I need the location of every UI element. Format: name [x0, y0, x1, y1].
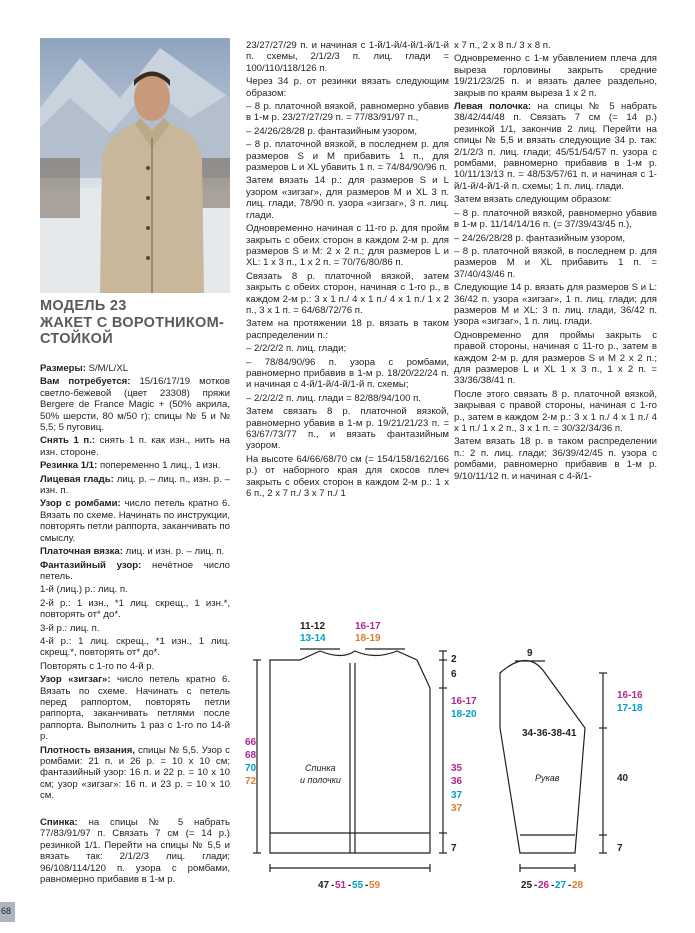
col2-paragraph: На высоте 64/66/68/70 см (= 154/158/162/166 р.) от наборного края для скосов плеч закрыть с обеих сторон в каждом 2-м р.: 1 х 6 п., 2 х 7 п./ 3 х 7 п./ 1 [246, 453, 449, 500]
cuff-d: 28 [572, 880, 584, 891]
dim-side-37: 37 [451, 790, 463, 801]
col2-paragraph: – 8 р. платочной вязкой, равномерно убавив в 1-м р. 23/27/27/29 п. = 77/83/91/97 п., [246, 101, 449, 124]
col3-paragraph: Одновременно для проймы закрыть с правой стороны, начиная с 11-го р., затем в каждом 2-м р. для размеров S и M 2 х 2 п.; для размеров L и XL 1 х 3 п., 1 х 2 п. = 33/36/38/41 п. [454, 329, 657, 387]
dim-left-70: 70 [245, 763, 257, 774]
col2-paragraph: Связать 8 р. платочной вязкой, затем закрыть с обеих сторон, начиная с 1-го р., в каждом 2-м р.: 3 х 1 п./ 4 х 1 п./ 4 х 1 п./ 1 х 2 п., 3 х 1 п. = 64/68/72/76 п. [246, 270, 449, 316]
col3-paragraph: Затем вязать 18 р. в таком распределении п.: 2 п. лиц. глади; 36/39/42/45 п. узора с ромбами, равномерно прибавив в 1-м р. 9/10/11/12 п. и начиная с 4-й/1- [454, 436, 657, 482]
dim-left-68: 68 [245, 750, 257, 761]
col1-paragraph: 1-й (лиц.) р.: лиц. п. [40, 584, 128, 596]
col1-paragraph: Узор с ромбами: число петель кратно 6. Вязать по схеме. Начинать по инструкции, повторять петли раппорта, заканчивать по смыслу. [40, 498, 231, 544]
col1-heading: Резинка 1/1: [40, 460, 98, 472]
cuff-b: 26 [538, 880, 550, 891]
col1-heading: Узор «зигзаг»: [40, 674, 111, 686]
col2-paragraph: Затем связать 8 р. платочной вязкой, равномерно убавив в 1-м р. 19/21/21/23 п. = 63/67/73/77 п., и вязать фантазийным узором. [246, 406, 449, 452]
col1-paragraph: Размеры: S/M/L/XL [40, 363, 129, 374]
dim-left-66: 66 [245, 737, 257, 748]
sleeve-r2: 17-18 [617, 703, 643, 714]
width-sep-3: - [365, 880, 369, 891]
dim-top-left-2: 13-14 [300, 633, 326, 644]
col1-paragraph: 4-й р.: 1 лиц. скрещ., *1 изн., 1 лиц. скрещ.*, повторять от* до*. [40, 635, 230, 659]
text-column-1 [40, 363, 230, 887]
sleeve-height: 40 [617, 773, 629, 784]
body-label-2: и полочки [300, 775, 341, 785]
model-number: МОДЕЛЬ 23 [40, 298, 127, 314]
col1-heading: Фантазийный узор: [40, 559, 142, 571]
sleeve-top: 9 [527, 648, 533, 659]
col1-heading: Лицевая гладь: [40, 473, 114, 485]
dim-left-72: 72 [245, 776, 257, 787]
col3-paragraph: – 8 р. платочной вязкой, равномерно убавив в 1-м р. 11/14/14/16 п. (= 37/39/43/45 п.), [454, 207, 657, 231]
pattern-diagram [245, 613, 690, 898]
col1-paragraph: Лицевая гладь: лиц. р. – лиц. п., изн. р. – изн. п. [40, 473, 231, 497]
col3-paragraph: х 7 п., 2 х 8 п./ 3 х 8 п. [454, 40, 551, 51]
col1-heading: Снять 1 п.: [40, 435, 96, 447]
dim-right-6: 6 [451, 669, 457, 680]
text-column-3 [454, 40, 657, 484]
cuff-sep-1: - [534, 880, 538, 891]
sleeve-outline [500, 661, 585, 854]
col3-paragraph: – 8 р. платочной вязкой, в последнем р. для размеров M и XL прибавить 1 п. = 37/40/43/46 п. [454, 245, 657, 280]
col2-paragraph: – 78/84/90/96 п. узора с ромбами, равномерно прибавив в 1-м р. 18/20/22/24 п. и начиная с 4-й/1-й/4-й/1-й п. схемы; [246, 356, 449, 391]
col1-heading: Плотность вязания, [40, 744, 135, 756]
sleeve-r1: 16-16 [617, 690, 643, 701]
col3-paragraph: Одновременно с 1-м убавлением плеча для выреза горловины закрыть средние 19/21/23/25 п. и вязать далее раздельно, закрыв по краям выреза 1 х 2 п. [454, 53, 657, 99]
page-number: 68 [1, 906, 12, 916]
col1-paragraph: Фантазийный узор: нечётное число петель. [40, 559, 230, 582]
sleeve-label: Рукав [535, 773, 560, 783]
cuff-c: 27 [555, 880, 567, 891]
col1-paragraph: Вам потребуется: 15/16/17/19 мотков светло-бежевой (цвет 23308) пряжи Bergere de France Magic + (50% акрила, 50% шерсти, 80 м/50 г); спицы № 5 и № 5,5; 5 пуговиц. [40, 376, 230, 434]
col1-paragraph: 2-й р.: 1 изн., *1 лиц. скрещ., 1 изн.*, повторять от* до*. [40, 597, 230, 621]
col2-paragraph: Одновременно начиная с 11-го р. для пройм закрыть с обеих сторон в каждом 2-м р. для размеров S и M: 2 х 2 п.; для размеров L и XL: 1 х 3 п., 1 х 2 п. = 70/76/80/86 п. [246, 223, 449, 269]
body-label-1: Спинка [305, 763, 336, 773]
col3-heading: Левая полочка: [454, 101, 532, 113]
dim-top-right-2: 18-19 [355, 633, 381, 644]
width-c: 55 [352, 880, 364, 891]
col3-paragraph: После этого связать 8 р. платочной вязкой, закрывая с правой стороны, начиная с 1-го р., затем в каждом 2-м р.: 3 х 1 п./ 4 х 1 п./ 4 х 1 п./ 1 х 2 п., 3 х 1 п. = 30/32/34/36 п. [454, 388, 657, 434]
col1-paragraph: Платочная вязка: лиц. и изн. р. – лиц. п. [40, 546, 225, 558]
dim-side-37b: 37 [451, 803, 463, 814]
col1-paragraph: Снять 1 п.: снять 1 п. как изн., нить на изн. стороне. [40, 435, 230, 458]
col2-paragraph: – 2/2/2/2 п. лиц. глади = 82/88/94/100 п. [246, 392, 421, 404]
col1-paragraph: 3-й р.: лиц. п. [40, 622, 100, 634]
dim-bottom-7: 7 [451, 843, 457, 854]
col2-paragraph: Через 34 р. от резинки вязать следующим образом: [246, 76, 449, 99]
dim-top-left-1: 11-12 [300, 621, 326, 632]
cuff-sep-2: - [551, 880, 555, 891]
col2-paragraph: Затем на протяжении 18 р. вязать в таком распределении п.: [246, 318, 449, 341]
model-subtitle-2: СТОЙКОЙ [40, 331, 113, 347]
dim-top-right-1: 16-17 [355, 621, 381, 632]
col1-heading: Спинка: [40, 817, 78, 829]
col2-paragraph: – 2/2/2/2 п. лиц. глади; [246, 343, 347, 355]
model-photo [40, 38, 230, 293]
col3-paragraph: Затем вязать следующим образом: [454, 194, 612, 206]
col1-paragraph: Повторять с 1-го по 4-й р. [40, 660, 155, 672]
col2-paragraph: – 24/26/28/28 р. фантазийным узором, [246, 125, 417, 137]
col2-paragraph: 23/27/27/29 п. и начиная с 1-й/1-й/4-й/1-й/1-й п. схемы, 2/1/2/3 п. лиц. глади = 100/110/118/126 п. [246, 40, 449, 74]
dim-side-36: 36 [451, 776, 463, 787]
cuff-sep-3: - [568, 880, 572, 891]
col1-heading: Узор с ромбами: [40, 498, 121, 510]
sleeve-bottom-7: 7 [617, 843, 623, 854]
col2-paragraph: – 8 р. платочной вязкой, в последнем р. для размеров S и M прибавить 1 п., для размеров L и XL убавить 1 п. = 74/84/90/96 п. [246, 139, 449, 174]
cuff-a: 25 [521, 880, 533, 891]
col1-heading: Вам потребуется: [40, 376, 131, 388]
sleeve-width: 34-36-38-41 [522, 728, 577, 739]
col1-heading: Платочная вязка: [40, 546, 123, 558]
model-title [40, 298, 240, 348]
col3-paragraph: – 24/26/28/28 р. фантазийным узором, [454, 232, 625, 244]
width-sep-1: - [331, 880, 335, 891]
width-b: 51 [335, 880, 347, 891]
col1-paragraph: Узор «зигзаг»: число петель кратно 6. Вязать по схеме. Начинать с петель перед раппортом, повторять петли раппорта, заканчивать петлями после раппорта. Выполнить 1 раз с 1-го по 14-й р. [40, 674, 230, 743]
col1-paragraph [40, 804, 230, 815]
col3-paragraph: Следующие 14 р. вязать для размеров S и L: 36/42 п. узора «зигзаг», 1 п. лиц. глади; для размеров M и XL: 3 п. лиц. глади, 36/42 п. узора «зигзаг», 1 п. лиц. глади. [454, 282, 657, 328]
width-d: 59 [369, 880, 381, 891]
col2-paragraph: Затем вязать 14 р.: для размеров S и L узором «зигзаг», для размеров M и XL 3 п. лиц. глади, 78/90 п. узора «зигзаг», 3 п. лиц. глади. [246, 175, 449, 221]
width-a: 47 [318, 880, 330, 891]
text-column-2 [246, 40, 449, 501]
col1-paragraph: Резинка 1/1: попеременно 1 лиц., 1 изн. [40, 460, 221, 472]
col1-paragraph: Плотность вязания, спицы № 5,5. Узор с ромбами: 21 п. и 26 р. = 10 х 10 см; фантазийный узор: 16 п. и 22 р. = 10 х 10 см; узор «зигзаг»: 16 п. и 23 р. = 10 х 10 см. [40, 744, 230, 802]
dim-right-2: 2 [451, 654, 457, 665]
col1-heading: Размеры: [40, 363, 86, 374]
dim-arm-2: 18-20 [451, 709, 477, 720]
model-subtitle-1: ЖАКЕТ С ВОРОТНИКОМ- [40, 314, 225, 331]
width-sep-2: - [348, 880, 352, 891]
dim-arm-1: 16-17 [451, 696, 477, 707]
dim-side-35: 35 [451, 763, 463, 774]
col3-paragraph: Левая полочка: на спицы № 5 набрать 38/42/44/48 п. Связать 7 см (= 14 р.) резинкой 1/1, закончив 2 лиц. Перейти на спицы № 5,5 и вязать следующие 34 р. так: 2/1/2/3 п. лиц. глади; 45/51/54/57 п. узора с ромбами, равномерно прибавив в 1-м р. 10/11/13/13 п. = 48/53/57/61 п. и начиная с 1-й/1-й/4-й/1-й п. схемы; 1 п. лиц. глади. [454, 101, 657, 192]
col1-paragraph: Спинка: на спицы № 5 набрать 77/83/91/97 п. Связать 7 см (= 14 р.) резинкой 1/1. Перейти на спицы № 5,5 и вязать так: 2/1/2/3 лиц. глади; 96/108/114/120 п. узора с ромбами, равномерно прибавив в 1-м р. [40, 817, 230, 886]
